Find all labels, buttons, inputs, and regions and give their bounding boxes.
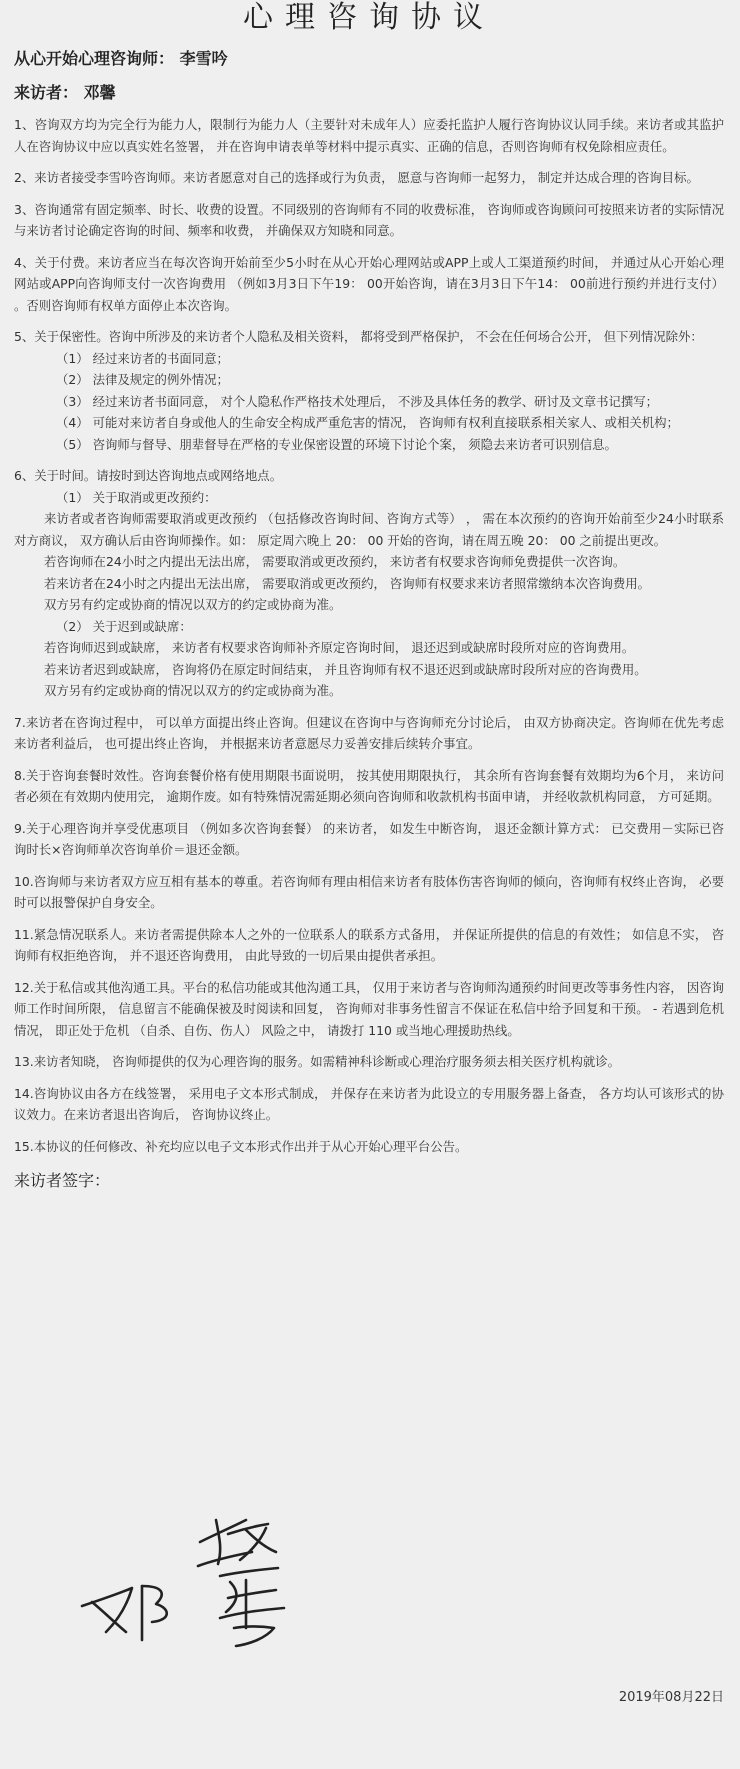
clause-5-intro: 5、关于保密性。咨询中所涉及的来访者个人隐私及相关资料， 都将受到严格保护， 不会在任何场合公开， 但下列情况除外： — [14, 329, 703, 344]
clause-8 — [14, 765, 724, 808]
handwritten-signature — [70, 1490, 330, 1650]
clause-8-text: 8.关于咨询套餐时效性。咨询套餐价格有使用期限书面说明， 按其使用期限执行， 其余所有咨询套餐有效期均为6个月， 来访问者必须在有效期内使用完， 逾期作废。如有特殊情况需延期必须向咨询师和收款机构书面申请， 并经收款机构同意， 方可延期。 — [14, 767, 724, 804]
clause-7-text: 7.来访者在咨询过程中， 可以单方面提出终止咨询。但建议在咨询中与咨询师充分讨论后， 由双方协商决定。咨询师在优先考虑来访者利益后， 也可提出终止咨询， 并根据来访者意愿尽力妥善安排后续转介事宜。 — [14, 714, 724, 751]
clause-5 — [14, 326, 724, 455]
clause-6-sub-1-para-d: 双方另有约定或协商的情况以双方的约定或协商为准。 — [44, 597, 342, 612]
clause-10 — [14, 871, 724, 914]
clause-9 — [14, 818, 724, 861]
clause-5-item-3: （3） 经过来访者书面同意， 对个人隐私作严格技术处理后， 不涉及具体任务的教学、研讨及文章书记撰写； — [56, 393, 659, 409]
clause-6-sub-2-para-c: 双方另有约定或协商的情况以双方的约定或协商为准。 — [44, 683, 342, 698]
clause-6-sub-2-heading: （2） 关于迟到或缺席： — [56, 618, 192, 634]
clause-5-item-1: （1） 经过来访者的书面同意； — [56, 350, 229, 366]
clause-14 — [14, 1083, 724, 1126]
clause-14-text: 14.咨询协议由各方在线签署， 采用电子文本形式制成， 并保存在来访者为此设立的专用服务器上备查， 各方均认可该形式的协议效力。在来访者退出咨询后， 咨询协议终止。 — [14, 1085, 724, 1122]
clause-15-text: 15.本协议的任何修改、补充均应以电子文本形式作出并于从心开始心理平台公告。 — [14, 1138, 468, 1154]
clause-6-sub-1-para-b: 若咨询师在24小时之内提出无法出席， 需要取消或更改预约， 来访者有权要求咨询师免费提供一次咨询。 — [44, 554, 626, 569]
clause-11 — [14, 924, 724, 967]
clause-12 — [14, 977, 724, 1042]
clause-2 — [14, 167, 724, 189]
clause-7 — [14, 712, 724, 755]
clause-9-text: 9.关于心理咨询并享受优惠项目 （例如多次咨询套餐） 的来访者， 如发生中断咨询， 退还金额计算方式： 已交费用－实际已咨询时长×咨询师单次咨询单价＝退还金额。 — [14, 820, 724, 857]
clause-6 — [14, 465, 724, 702]
clause-13 — [14, 1051, 724, 1073]
signing-date: 2019年08月22日 — [618, 1690, 724, 1705]
clause-15 — [14, 1136, 724, 1158]
clause-5-item-5: （5） 咨询师与督导、朋辈督导在严格的专业保密设置的环境下讨论个案， 须隐去来访者可识别信息。 — [56, 436, 617, 452]
clause-4-text: 4、关于付费。来访者应当在每次咨询开始前至少5小时在从心开始心理网站或APP上或人工渠道预约时间， 并通过从心开始心理网站或APP向咨询师支付一次咨询费用 （例如3月3日下午19： 00开始咨询，请在3月3日下午14： 00前进行预约并进行支付） 。否则咨询师有权单方面停止本次咨询。 — [14, 254, 724, 313]
clause-3 — [14, 199, 724, 242]
clause-10-text: 10.咨询师与来访者双方应互相有基本的尊重。若咨询师有理由相信来访者有肢体伤害咨询师的倾向，咨询师有权终止咨询， 必要时可以报警保护自身安全。 — [14, 873, 724, 910]
clause-4 — [14, 252, 724, 317]
clause-12-text: 12.关于私信或其他沟通工具。平台的私信功能或其他沟通工具， 仅用于来访者与咨询师沟通预约时间更改等事务性内容， 因咨询师工作时间所限， 信息留言不能确保被及时阅读和回复， 咨询师对非事务性留言不保证在私信中给予回复和干预。 - 若遇到危机情况， 即正处于危机 （自杀、自伤、伤人） 风险之中， 请拨打 110 或当地心理援助热线。 — [14, 979, 724, 1038]
page-title: 心理咨询协议 — [243, 0, 495, 35]
clause-6-sub-2-para-b: 若来访者迟到或缺席， 咨询将仍在原定时间结束， 并且咨询师有权不退还迟到或缺席时段所对应的咨询费用。 — [44, 661, 647, 677]
clause-5-item-2: （2） 法律及规定的例外情况； — [56, 372, 229, 387]
clause-13-text: 13.来访者知晓， 咨询师提供的仅为心理咨询的服务。如需精神科诊断或心理治疗服务须去相关医疗机构就诊。 — [14, 1054, 621, 1069]
clause-6-intro: 6、关于时间。请按时到达咨询地点或网络地点。 — [14, 468, 283, 483]
client-line: 来访者： 邓馨 — [14, 83, 116, 102]
clause-1-text: 1、咨询双方均为完全行为能力人，限制行为能力人（主要针对未成年人）应委托监护人履行咨询协议认同手续。来访者或其监护人在咨询协议中应以真实姓名签署， 并在咨询申请表单等材料中提示真实、正确的信息，否则咨询师有权免除相应责任。 — [14, 117, 724, 154]
signature-label: 来访者签字： — [14, 1171, 111, 1190]
clause-6-sub-1-para-a: 来访者或者咨询师需要取消或更改预约 （包括修改咨询时间、咨询方式等） ， 需在本次预约的咨询开始前至少24小时联系对方商议， 双方确认后由咨询师操作。如： 原定周六晚上 20： 00 开始的咨询，请在周五晚 20： 00 之前提出更改。 — [14, 511, 724, 548]
clause-6-sub-2-para-a: 若咨询师迟到或缺席， 来访者有权要求咨询师补齐原定咨询时间， 退还迟到或缺席时段所对应的咨询费用。 — [44, 640, 635, 655]
clause-3-text: 3、咨询通常有固定频率、时长、收费的设置。不同级别的咨询师有不同的收费标准， 咨询师或咨询顾问可按照来访者的实际情况与来访者讨论确定咨询的时间、频率和收费， 并确保双方知晓和同意。 — [14, 201, 724, 238]
clause-11-text: 11.紧急情况联系人。来访者需提供除本人之外的一位联系人的联系方式备用， 并保证所提供的信息的有效性； 如信息不实， 咨询师有权拒绝咨询， 并不退还咨询费用， 由此导致的一切后果由提供者承担。 — [14, 926, 724, 963]
clause-5-item-4: （4） 可能对来访者自身或他人的生命安全构成严重危害的情况， 咨询师有权利直接联系相关家人、或相关机构； — [56, 415, 679, 430]
clause-2-text: 2、来访者接受李雪吟咨询师。来访者愿意对自己的选择或行为负责， 愿意与咨询师一起努力， 制定并达成合理的咨询目标。 — [14, 170, 699, 185]
counselor-line: 从心开始心理咨询师： 李雪吟 — [14, 49, 228, 68]
clause-6-sub-1-heading: （1） 关于取消或更改预约： — [56, 489, 217, 505]
clause-1 — [14, 114, 724, 157]
clause-6-sub-1-para-c: 若来访者在24小时之内提出无法出席， 需要取消或更改预约， 咨询师有权要求来访者照常缴纳本次咨询费用。 — [44, 575, 651, 591]
